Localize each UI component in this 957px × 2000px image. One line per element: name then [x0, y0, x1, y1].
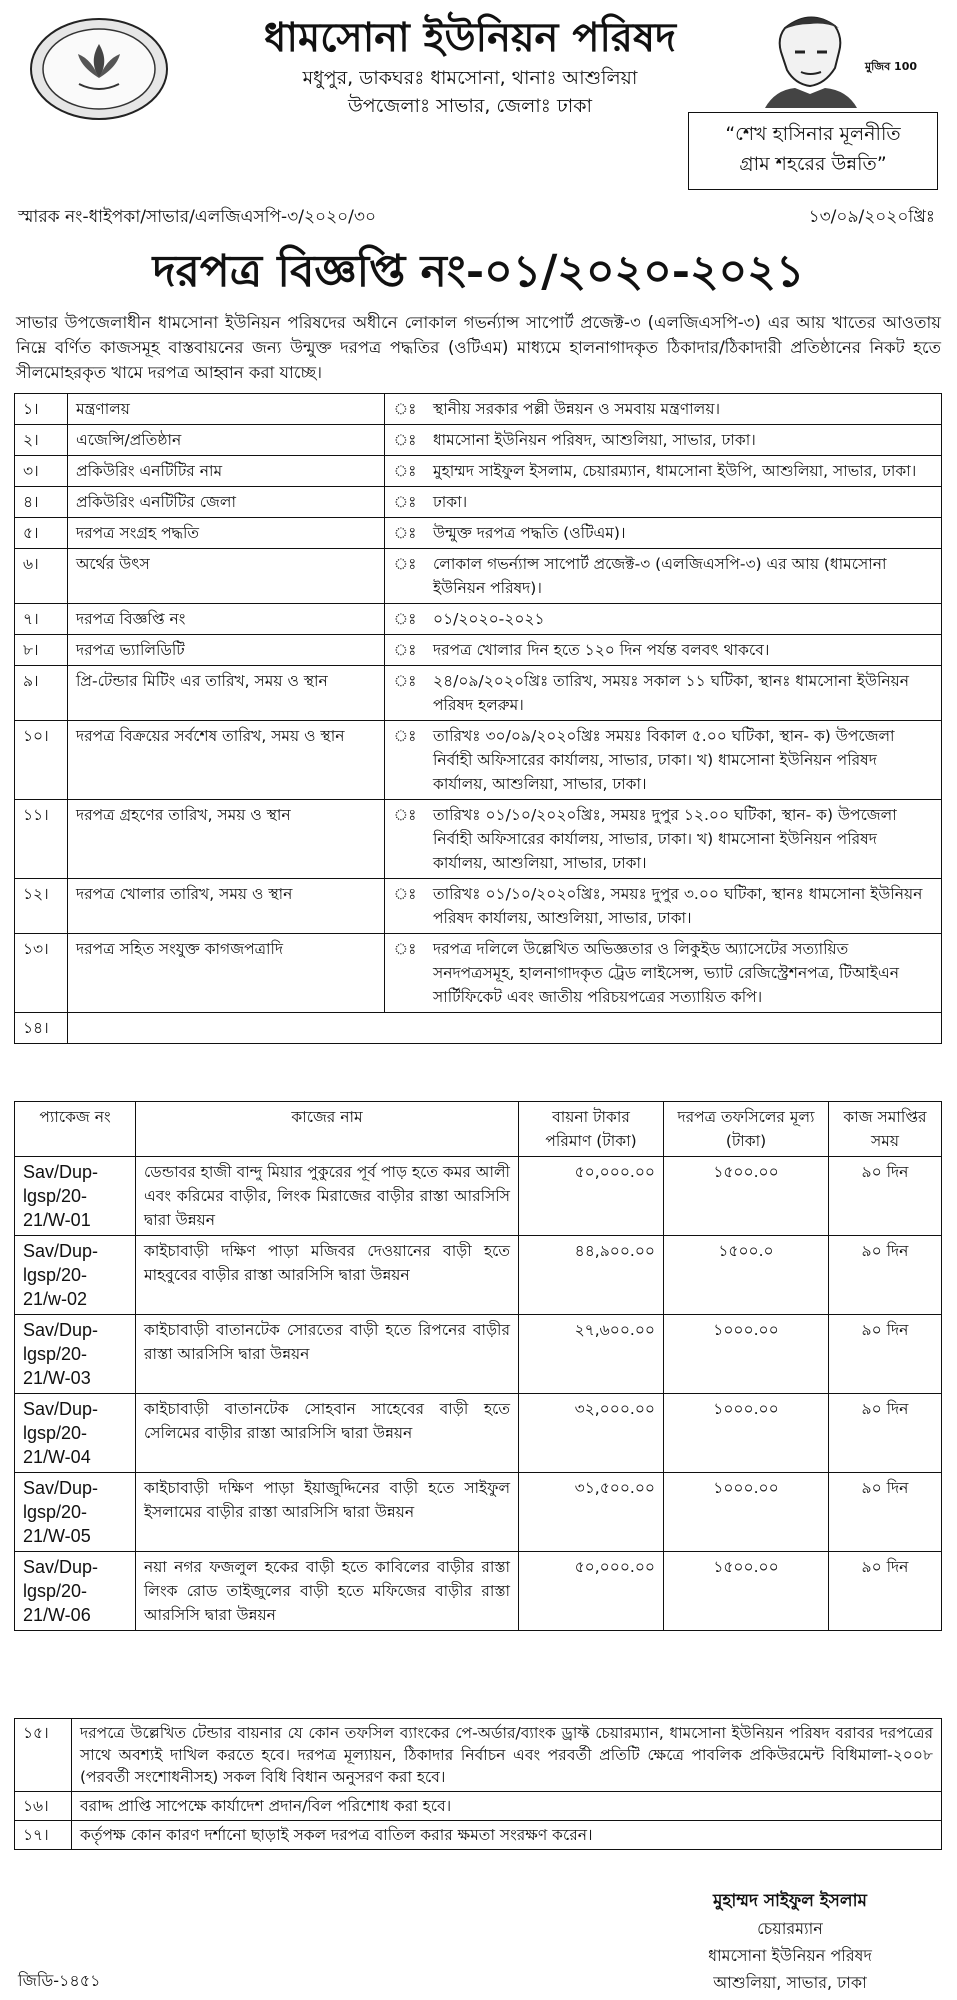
row-colon: ঃ — [385, 934, 426, 1013]
slogan-box — [688, 112, 938, 190]
info-row — [15, 425, 942, 456]
row-number: ৫। — [15, 518, 68, 549]
note-text: দরপত্রে উল্লেখিত টেন্ডার বায়নার যে কোন তফসিল ব্যাংকের পে-অর্ডার/ব্যাংক ড্রাফ্ট চেয়ারম্যান, ধামসোনা ইউনিয়ন পরিষদ বরাবর দরপত্রের সাথে অবশ্যই দাখিল করতে হবে। দরপত্র মূল্যায়ন, ঠিকাদার নির্বাচন এবং পরবর্তী প্রতিটি ক্ষেত্রে পাবলিক প্রকিউরমেন্ট বিধিমালা-২০০৮ (পরবর্তী সংশোধনীসহ) সকল বিধি বিধান অনুসরণ করা হবে। — [72, 1719, 942, 1792]
signatory-designation: চেয়ারম্যান — [757, 1919, 823, 1938]
row-label: মন্ত্রণালয় — [68, 394, 385, 425]
row-number: ১। — [15, 394, 68, 425]
row-label: এজেন্সি/প্রতিষ্ঠান — [68, 425, 385, 456]
col-earnest-money: বায়না টাকার পরিমাণ (টাকা) — [519, 1102, 664, 1157]
info-row — [15, 394, 942, 425]
row-label: দরপত্র সংগ্রহ পদ্ধতি — [68, 518, 385, 549]
row-label: দরপত্র গ্রহণের তারিখ, সময় ও স্থান — [68, 800, 385, 879]
signatory-location: আশুলিয়া, সাভার, ঢাকা — [713, 1973, 867, 1992]
gd-number: জিডি-১৪৫১ — [18, 1971, 101, 1990]
earnest-money: ৫০,০০০.০০ — [519, 1552, 664, 1631]
note-number: ১৬। — [15, 1792, 72, 1821]
earnest-money: ৩২,০০০.০০ — [519, 1394, 664, 1473]
row-number: ১৩। — [15, 934, 68, 1013]
row-number: ৮। — [15, 635, 68, 666]
signatory-name: মুহাম্মদ সাইফুল ইসলাম — [713, 1891, 867, 1911]
row-number: ১১। — [15, 800, 68, 879]
info-row — [15, 549, 942, 604]
package-code: Sav/Dup-lgsp/20-21/W-04 — [15, 1394, 136, 1473]
row-colon: ঃ — [385, 666, 426, 721]
col-package-no: প্যাকেজ নং — [15, 1102, 136, 1157]
work-name: কাইচাবাড়ী বাতানটেক সোহবান সাহেবের বাড়ী হতে সেলিমের বাড়ীর রাস্তা আরসিসি দ্বারা উন্নয়ন — [136, 1394, 519, 1473]
row-14-empty — [68, 1013, 942, 1044]
row-value: ঢাকা। — [425, 487, 942, 518]
info-row — [15, 456, 942, 487]
row-value: দরপত্র খোলার দিন হতে ১২০ দিন পর্যন্ত বলবৎ থাকবে। — [425, 635, 942, 666]
package-row — [15, 1157, 942, 1236]
work-name: কাইচাবাড়ী দক্ষিণ পাড়া মজিবর দেওয়ানের বাড়ী হতে মাহবুবের বাড়ীর রাস্তা আরসিসি দ্বারা উন্নয়ন — [136, 1236, 519, 1315]
note-text: কর্তৃপক্ষ কোন কারণ দর্শানো ছাড়াই সকল দরপত্র বাতিল করার ক্ষমতা সংরক্ষণ করেন। — [72, 1821, 942, 1850]
work-name: নয়া নগর ফজলুল হকের বাড়ী হতে কাবিলের বাড়ীর রাস্তা লিংক রোড তাইজুলের বাড়ী হতে মফিজের বাড়ীর রাস্তা আরসিসি দ্বারা উন্নয়ন — [136, 1552, 519, 1631]
row-colon: ঃ — [385, 604, 426, 635]
work-name: কাইচাবাড়ী দক্ষিণ পাড়া ইয়াজুদ্দিনের বাড়ী হতে সাইফুল ইসলামের বাড়ীর রাস্তা আরসিসি দ্বারা উন্নয়ন — [136, 1473, 519, 1552]
row-label: দরপত্র বিজ্ঞপ্তি নং — [68, 604, 385, 635]
col-completion-time: কাজ সমাপ্তির সময় — [829, 1102, 942, 1157]
note-row — [15, 1719, 942, 1792]
completion-time: ৯০ দিন — [829, 1394, 942, 1473]
col-schedule-price: দরপত্র তফসিলের মূল্য (টাকা) — [664, 1102, 829, 1157]
row-number: ৭। — [15, 604, 68, 635]
notice-date: ১৩/০৯/২০২০খ্রিঃ — [808, 207, 935, 227]
row-colon: ঃ — [385, 518, 426, 549]
note-row — [15, 1821, 942, 1850]
package-row — [15, 1473, 942, 1552]
union-seal-logo — [24, 14, 174, 124]
row-label: অর্থের উৎস — [68, 549, 385, 604]
info-row-14 — [15, 1013, 942, 1044]
memo-number: স্মারক নং-ধাইপকা/সাভার/এলজিএসপি-৩/২০২০/৩০ — [18, 207, 377, 227]
info-row — [15, 604, 942, 635]
completion-time: ৯০ দিন — [829, 1552, 942, 1631]
address-line-2: উপজেলাঃ সাভার, জেলাঃ ঢাকা — [347, 95, 593, 117]
earnest-money: ২৭,৬০০.০০ — [519, 1315, 664, 1394]
row-label: প্রকিউরিং এনটিটির জেলা — [68, 487, 385, 518]
address-line-1: মধুপুর, ডাকঘরঃ ধামসোনা, থানাঃ আশুলিয়া — [302, 67, 638, 89]
completion-time: ৯০ দিন — [829, 1315, 942, 1394]
row-colon: ঃ — [385, 487, 426, 518]
row-value: ০১/২০২০-২০২১ — [425, 604, 942, 635]
earnest-money: ৫০,০০০.০০ — [519, 1157, 664, 1236]
row-number: ৬। — [15, 549, 68, 604]
work-name: কাইচাবাড়ী বাতানটেক সোরতের বাড়ী হতে রিপনের বাড়ীর রাস্তা আরসিসি দ্বারা উন্নয়ন — [136, 1315, 519, 1394]
row-colon: ঃ — [385, 800, 426, 879]
info-row — [15, 721, 942, 800]
row-colon: ঃ — [385, 456, 426, 487]
row-value: দরপত্র দলিলে উল্লেখিত অভিজ্ঞতার ও লিকুইড অ্যাসেটের সত্যায়িত সনদপত্রসমূহ, হালনাগাদকৃত ট্রেড লাইসেন্স, ভ্যাট রেজিস্ট্রেশনপত্র, টিআইএন সার্টিফিকেট এবং জাতীয় পরিচয়পত্রের সত্যায়িত কপি। — [425, 934, 942, 1013]
completion-time: ৯০ দিন — [829, 1473, 942, 1552]
union-council-title: ধামসোনা ইউনিয়ন পরিষদ — [263, 14, 677, 61]
row-colon: ঃ — [385, 425, 426, 456]
package-table — [14, 1101, 942, 1631]
schedule-price: ১৫০০.০০ — [664, 1552, 829, 1631]
row-value: ধামসোনা ইউনিয়ন পরিষদ, আশুলিয়া, সাভার, ঢাকা। — [425, 425, 942, 456]
earnest-money: ৩১,৫০০.০০ — [519, 1473, 664, 1552]
package-row — [15, 1394, 942, 1473]
schedule-price: ১৫০০.০ — [664, 1236, 829, 1315]
row-colon: ঃ — [385, 394, 426, 425]
row-number: ৪। — [15, 487, 68, 518]
info-row — [15, 487, 942, 518]
notes-table — [14, 1718, 942, 1850]
package-code: Sav/Dup-lgsp/20-21/w-02 — [15, 1236, 136, 1315]
row-label: দরপত্র সহিত সংযুক্ত কাগজপত্রাদি — [68, 934, 385, 1013]
row-number: ১২। — [15, 879, 68, 934]
package-row — [15, 1315, 942, 1394]
earnest-money: ৪৪,৯০০.০০ — [519, 1236, 664, 1315]
row-number: ২। — [15, 425, 68, 456]
tender-info-table — [14, 393, 942, 1044]
row-colon: ঃ — [385, 549, 426, 604]
row-value: স্থানীয় সরকার পল্লী উন্নয়ন ও সমবায় মন্ত্রণালয়। — [425, 394, 942, 425]
row-value: তারিখঃ ০১/১০/২০২০খ্রিঃ, সময়ঃ দুপুর ৩.০০ ঘটিকা, স্থানঃ ধামসোনা ইউনিয়ন পরিষদ কার্যালয়, আশুলিয়া, সাভার, ঢাকা। — [425, 879, 942, 934]
row-value: তারিখঃ ০১/১০/২০২০খ্রিঃ, সময়ঃ দুপুর ১২.০০ ঘটিকা, স্থান- ক) উপজেলা নির্বাহী অফিসারের কার্যালয়, সাভার, ঢাকা। খ) ধামসোনা ইউনিয়ন পরিষদ কার্যালয়, আশুলিয়া, সাভার, ঢাকা। — [425, 800, 942, 879]
row-value: ২৪/০৯/২০২০খ্রিঃ তারিখ, সময়ঃ সকাল ১১ ঘটিকা, স্থানঃ ধামসোনা ইউনিয়ন পরিষদ হলরুম। — [425, 666, 942, 721]
info-row — [15, 635, 942, 666]
schedule-price: ১০০০.০০ — [664, 1394, 829, 1473]
notice-title: দরপত্র বিজ্ঞপ্তি নং-০১/২০২০-২০২১ — [152, 246, 805, 297]
row-number: ১৪। — [15, 1013, 68, 1044]
signature-block — [640, 1888, 940, 1996]
row-number: ১০। — [15, 721, 68, 800]
schedule-price: ১০০০.০০ — [664, 1473, 829, 1552]
info-row — [15, 518, 942, 549]
row-value: লোকাল গভর্ন্যান্স সাপোর্ট প্রজেক্ট-৩ (এলজিএসপি-৩) এর আয় (ধামসোনা ইউনিয়ন পরিষদ)। — [425, 549, 942, 604]
note-text: বরাদ্দ প্রাপ্তি সাপেক্ষে কার্যাদেশ প্রদান/বিল পরিশোধ করা হবে। — [72, 1792, 942, 1821]
mujib-100-logo: মুজিব 100 — [865, 60, 918, 73]
package-header-row — [15, 1102, 942, 1157]
package-code: Sav/Dup-lgsp/20-21/W-03 — [15, 1315, 136, 1394]
completion-time: ৯০ দিন — [829, 1157, 942, 1236]
row-label: প্রি-টেন্ডার মিটিং এর তারিখ, সময় ও স্থান — [68, 666, 385, 721]
row-colon: ঃ — [385, 879, 426, 934]
work-name: ডেন্ডাবর হাজী বান্দু মিয়ার পুকুরের পূর্ব পাড় হতে কমর আলী এবং করিমের বাড়ীর, লিংক মিরাজের বাড়ীর রাস্তা আরসিসি দ্বারা উন্নয়ন — [136, 1157, 519, 1236]
package-row — [15, 1236, 942, 1315]
package-code: Sav/Dup-lgsp/20-21/W-05 — [15, 1473, 136, 1552]
row-label: দরপত্র খোলার তারিখ, সময় ও স্থান — [68, 879, 385, 934]
row-label: দরপত্র বিক্রয়ের সর্বশেষ তারিখ, সময় ও স্থান — [68, 721, 385, 800]
row-number: ৯। — [15, 666, 68, 721]
info-row — [15, 879, 942, 934]
schedule-price: ১৫০০.০০ — [664, 1157, 829, 1236]
schedule-price: ১০০০.০০ — [664, 1315, 829, 1394]
info-row — [15, 934, 942, 1013]
signatory-office: ধামসোনা ইউনিয়ন পরিষদ — [708, 1946, 872, 1965]
portrait-illustration — [755, 8, 865, 108]
row-number: ৩। — [15, 456, 68, 487]
note-number: ১৭। — [15, 1821, 72, 1850]
intro-paragraph: সাভার উপজেলাধীন ধামসোনা ইউনিয়ন পরিষদের অধীনে লোকাল গভর্ন্যান্স সাপোর্ট প্রজেক্ট-৩ (এলজিএসপি-৩) এর আয় খাতের আওতায় নিম্নে বর্ণিত কাজসমূহ বাস্তবায়নের জন্য উন্মুক্ত দরপত্র পদ্ধতির (ওটিএম) মাধ্যমে হালনাগাদকৃত ঠিকাদার/ঠিকাদারী প্রতিষ্ঠানের নিকট হতে সীলমোহরকৃত খামে দরপত্র আহ্বান করা যাচ্ছে। — [16, 313, 941, 382]
row-value: উন্মুক্ত দরপত্র পদ্ধতি (ওটিএম)। — [425, 518, 942, 549]
package-code: Sav/Dup-lgsp/20-21/W-01 — [15, 1157, 136, 1236]
row-label: দরপত্র ভ্যালিডিটি — [68, 635, 385, 666]
info-row — [15, 800, 942, 879]
slogan-line-1: “শেখ হাসিনার মূলনীতি — [725, 123, 901, 145]
note-row — [15, 1792, 942, 1821]
row-label: প্রকিউরিং এনটিটির নাম — [68, 456, 385, 487]
package-row — [15, 1552, 942, 1631]
row-colon: ঃ — [385, 721, 426, 800]
col-work-name: কাজের নাম — [136, 1102, 519, 1157]
completion-time: ৯০ দিন — [829, 1236, 942, 1315]
info-row — [15, 666, 942, 721]
row-colon: ঃ — [385, 635, 426, 666]
slogan-line-2: গ্রাম শহরের উন্নতি” — [739, 153, 887, 175]
package-code: Sav/Dup-lgsp/20-21/W-06 — [15, 1552, 136, 1631]
row-value: মুহাম্মদ সাইফুল ইসলাম, চেয়ারম্যান, ধামসোনা ইউপি, আশুলিয়া, সাভার, ঢাকা। — [425, 456, 942, 487]
note-number: ১৫। — [15, 1719, 72, 1792]
row-value: তারিখঃ ৩০/০৯/২০২০খ্রিঃ সময়ঃ বিকাল ৫.০০ ঘটিকা, স্থান- ক) উপজেলা নির্বাহী অফিসারের কার্যালয়, সাভার, ঢাকা। খ) ধামসোনা ইউনিয়ন পরিষদ কার্যালয়, আশুলিয়া, সাভার, ঢাকা। — [425, 721, 942, 800]
